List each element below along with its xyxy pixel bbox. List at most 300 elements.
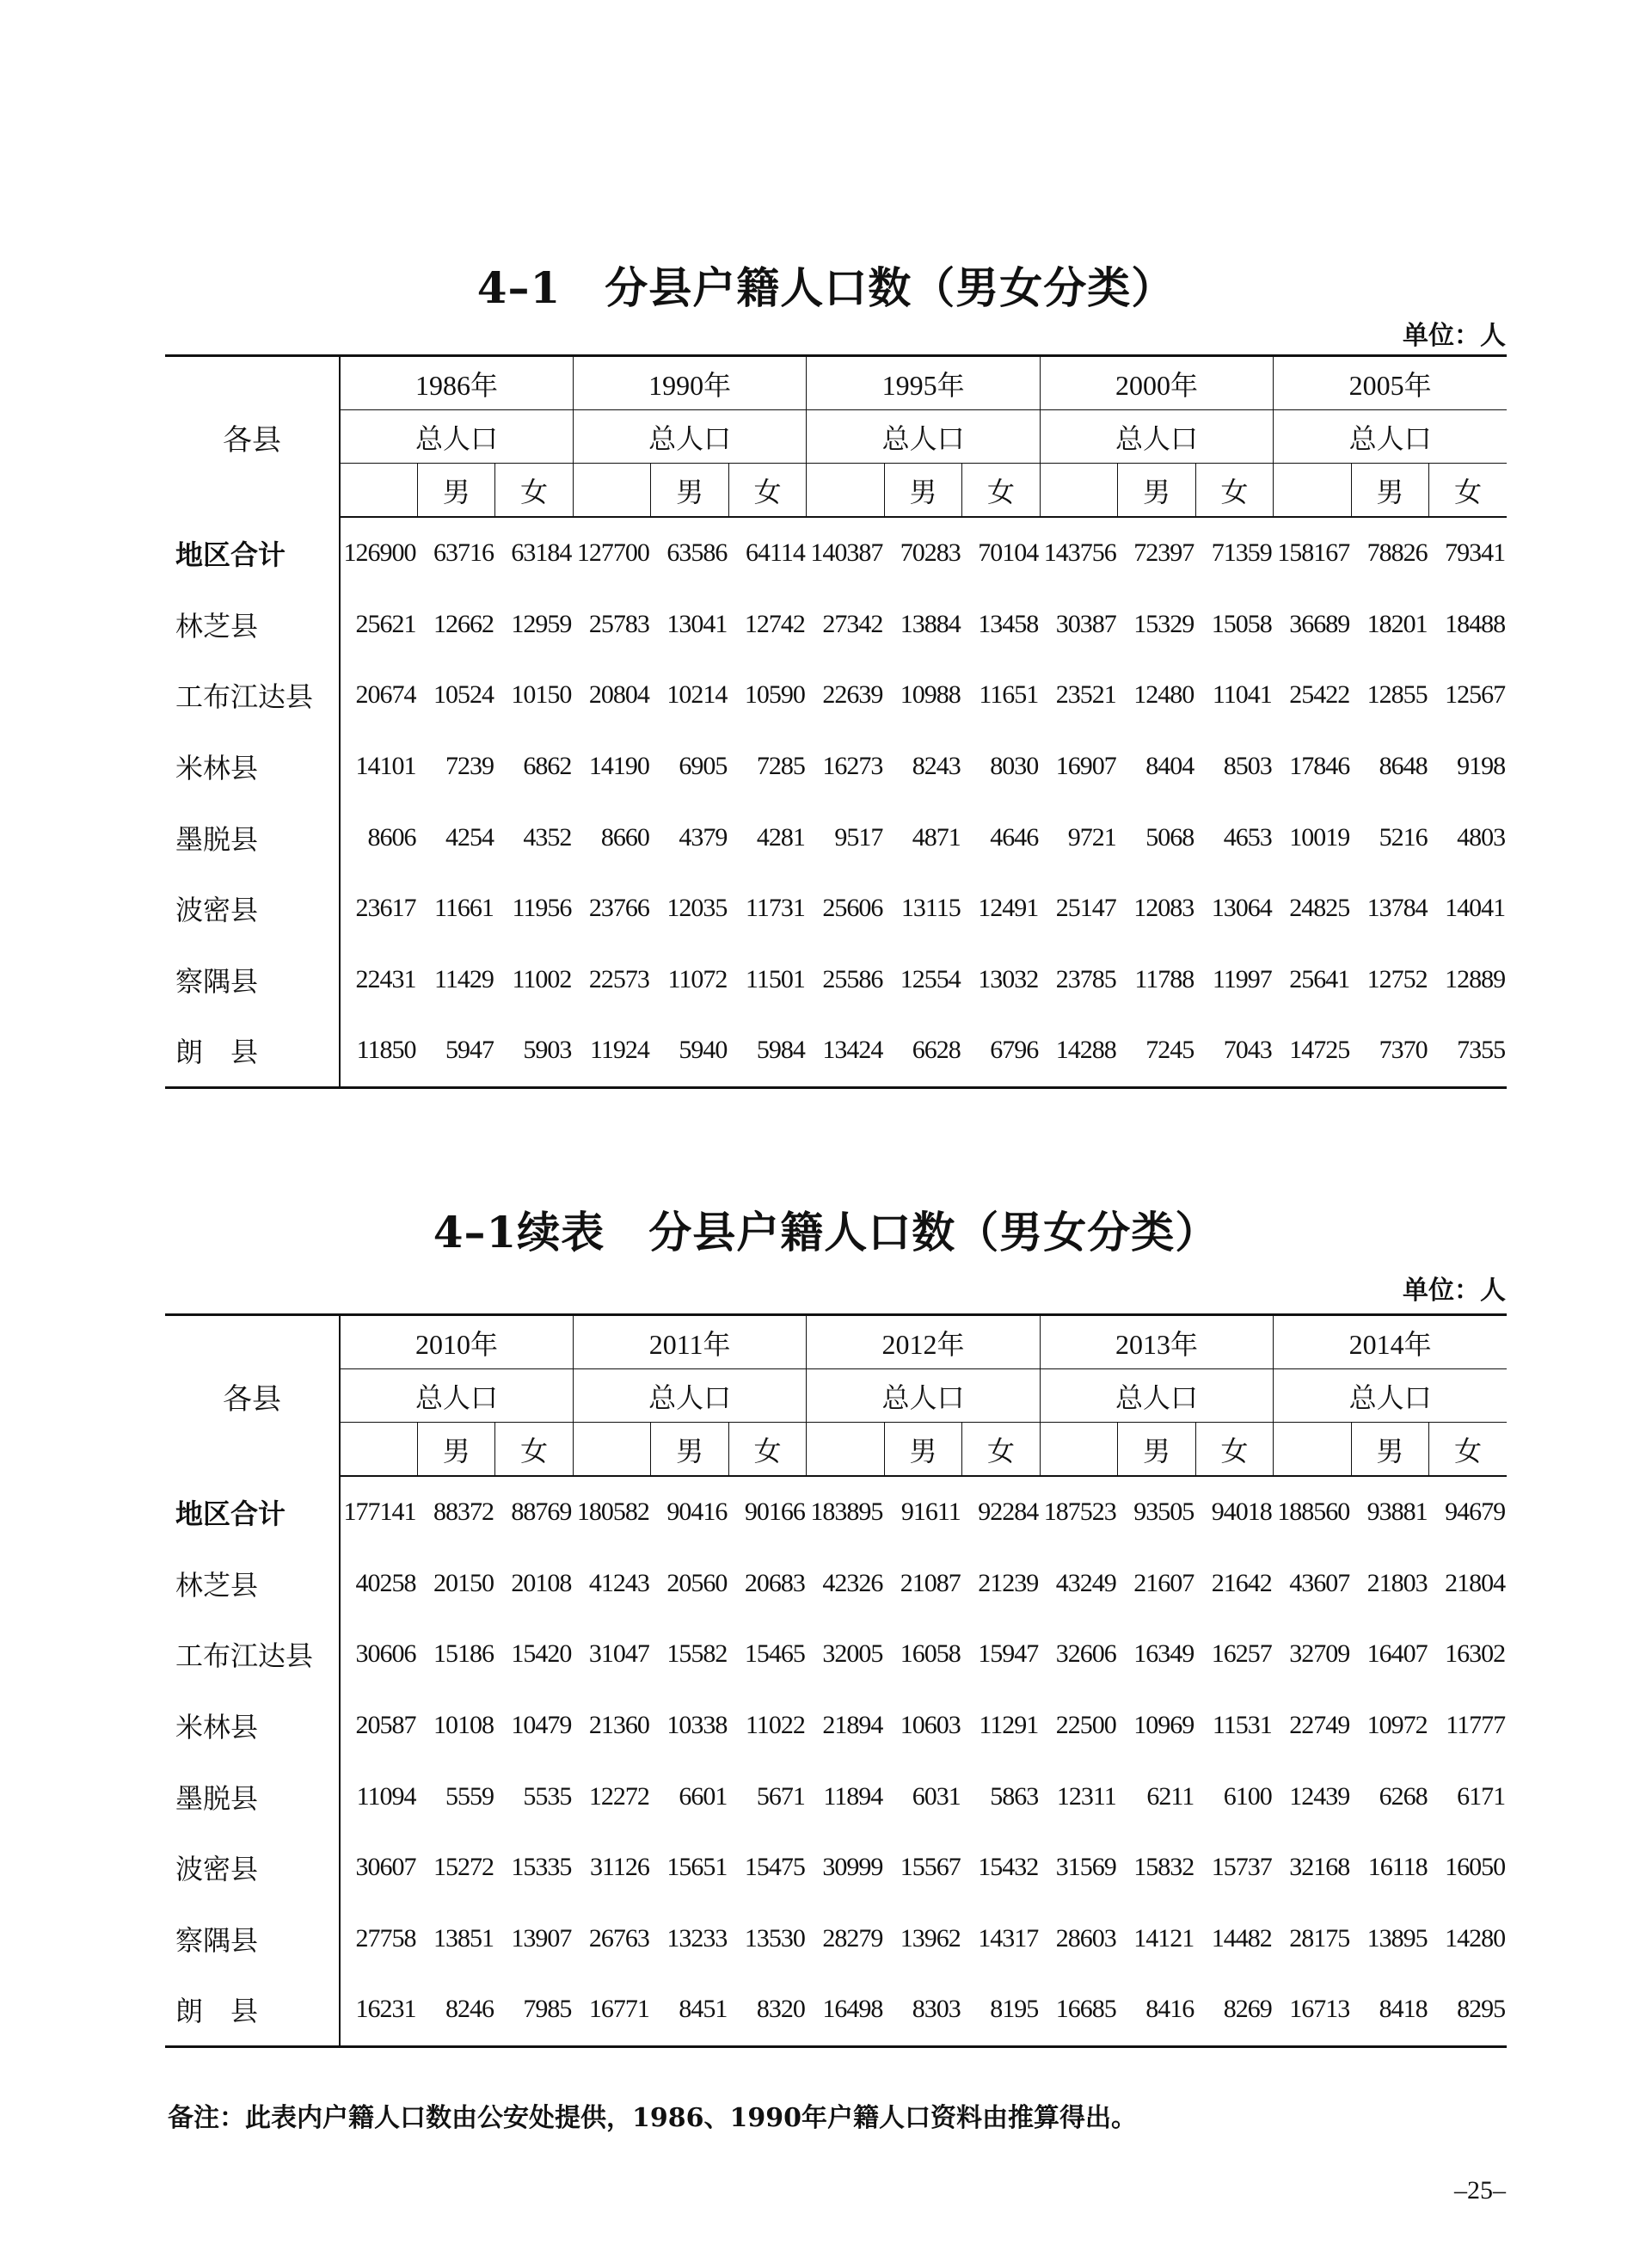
spacer-cell [573,1423,650,1477]
total-population-header: 总人口 [1274,1369,1507,1423]
population-cell: 5903 [495,1015,573,1087]
population-cell: 6862 [523,752,572,781]
population-cell: 16498 [807,1974,884,2046]
county-name: 林芝县 [165,1548,340,1620]
table-2-unit: 单位：人 [1403,1276,1506,1306]
population-cell: 11924 [573,1015,650,1087]
female-header: 女 [1429,464,1507,518]
population-cell: 8295 [1429,1974,1507,2046]
population-cell: 23785 [1055,964,1116,993]
population-cell: 13115 [900,894,961,923]
female-header: 女 [1195,1423,1274,1477]
population-cell: 15420 [511,1639,572,1669]
population-cell: 8030 [990,752,1039,781]
population-cell: 40258 [355,1568,416,1597]
population-cell: 10150 [511,680,572,710]
county-name: 工布江达县 [165,1619,340,1690]
population-cell: 4352 [523,822,572,852]
table-row [165,589,1507,661]
male-header: 男 [417,1423,494,1477]
male-header: 男 [1118,1423,1195,1477]
population-cell: 8503 [1223,752,1272,781]
population-cell: 10603 [900,1711,961,1740]
year-header: 2011年 [573,1315,806,1369]
population-cell: 12311 [1056,1781,1116,1811]
population-cell: 15737 [1211,1853,1272,1882]
population-cell: 25422 [1289,680,1350,710]
population-cell: 6628 [884,1015,961,1087]
population-cell: 11731 [745,894,805,923]
population-cell: 4646 [990,822,1039,852]
spacer-cell [1040,464,1117,518]
population-cell: 10988 [900,680,961,710]
table-1-unit: 单位：人 [1403,321,1506,351]
population-cell: 32005 [822,1639,883,1669]
population-cell: 22749 [1289,1711,1350,1740]
population-cell: 14101 [355,752,416,781]
population-cell: 32709 [1289,1639,1350,1669]
spacer-cell [573,464,650,518]
population-cell: 143756 [1043,538,1116,568]
population-cell: 11850 [340,1015,417,1087]
population-cell: 9517 [834,822,883,852]
population-cell: 25783 [588,609,649,638]
population-cell: 11531 [1212,1711,1272,1740]
population-cell: 12889 [1445,964,1506,993]
population-cell: 70104 [978,538,1039,568]
table-1 [165,354,1507,1089]
year-header: 2014年 [1274,1315,1507,1369]
population-cell: 12662 [433,609,494,638]
population-cell: 18488 [1445,609,1506,638]
population-cell: 6211 [1146,1781,1194,1811]
population-cell: 41243 [588,1568,649,1597]
population-cell: 7285 [756,752,805,781]
table-row [165,1619,1507,1690]
population-cell: 16685 [1040,1974,1117,2046]
table-row [165,1761,1507,1832]
population-cell: 6100 [1223,1781,1272,1811]
population-cell: 5559 [445,1781,494,1811]
population-cell: 32606 [1055,1639,1116,1669]
male-header: 男 [1351,464,1428,518]
population-cell: 64114 [745,538,805,568]
population-cell: 21803 [1366,1568,1428,1597]
population-cell: 11894 [823,1781,883,1811]
population-cell: 93881 [1366,1497,1428,1527]
population-cell: 28279 [822,1923,883,1953]
population-cell: 15465 [744,1639,805,1669]
population-cell: 15582 [666,1639,728,1669]
population-cell: 8404 [1145,752,1194,781]
population-cell: 71359 [1211,538,1272,568]
population-cell: 11094 [356,1781,416,1811]
county-name: 地区合计 [165,1476,340,1548]
population-cell: 177141 [343,1497,416,1527]
table-row [165,1690,1507,1762]
population-cell: 13458 [978,609,1039,638]
population-cell: 5863 [990,1781,1039,1811]
table-row [165,660,1507,731]
population-cell: 22573 [588,964,649,993]
male-header: 男 [1118,464,1195,518]
county-name: 波密县 [165,1832,340,1903]
spacer-cell [1040,1423,1117,1477]
population-cell: 8303 [884,1974,961,2046]
population-cell: 12035 [666,894,728,923]
population-cell: 78826 [1366,538,1428,568]
male-header: 男 [1351,1423,1428,1477]
population-cell: 23617 [355,894,416,923]
population-cell: 36689 [1289,609,1350,638]
population-cell: 4379 [679,822,728,852]
population-cell: 5216 [1379,822,1428,852]
county-name: 林芝县 [165,589,340,661]
population-cell: 24825 [1289,894,1350,923]
population-cell: 13424 [807,1015,884,1087]
population-cell: 16273 [822,752,883,781]
female-header: 女 [1429,1423,1507,1477]
population-cell: 92284 [978,1497,1039,1527]
population-cell: 21894 [822,1711,883,1740]
male-header: 男 [884,1423,961,1477]
total-population-header: 总人口 [340,1369,573,1423]
population-cell: 30606 [355,1639,416,1669]
population-cell: 16349 [1133,1639,1194,1669]
population-cell: 43607 [1289,1568,1350,1597]
population-cell: 21804 [1445,1568,1506,1597]
population-cell: 8660 [600,822,649,852]
population-cell: 14041 [1445,894,1506,923]
total-population-header: 总人口 [807,410,1040,464]
county-name: 米林县 [165,1690,340,1762]
population-cell: 6796 [962,1015,1041,1087]
population-cell: 12855 [1366,680,1428,710]
county-header: 各县 [165,356,340,518]
population-cell: 94679 [1445,1497,1506,1527]
population-cell: 28175 [1289,1923,1350,1953]
population-cell: 14288 [1040,1015,1117,1087]
population-cell: 5671 [756,1781,805,1811]
population-cell: 25621 [355,609,416,638]
population-cell: 13907 [511,1923,572,1953]
population-cell: 31569 [1055,1853,1116,1882]
population-cell: 12959 [511,609,572,638]
population-cell: 5940 [651,1015,728,1087]
population-cell: 6031 [912,1781,961,1811]
population-cell: 11429 [434,964,494,993]
population-cell: 25147 [1055,894,1116,923]
population-cell: 10214 [666,680,728,710]
population-cell: 94018 [1211,1497,1272,1527]
population-cell: 8451 [651,1974,728,2046]
population-cell: 12567 [1445,680,1506,710]
population-cell: 31126 [590,1853,649,1882]
total-population-header: 总人口 [1040,1369,1273,1423]
population-cell: 20150 [433,1568,494,1597]
population-cell: 4653 [1223,822,1272,852]
population-cell: 8320 [728,1974,806,2046]
year-header: 1990年 [573,356,806,410]
table-2 [165,1313,1507,2048]
population-cell: 21239 [978,1568,1039,1597]
total-population-header: 总人口 [807,1369,1040,1423]
table-2-title: 4–1续表 分县户籍人口数（男女分类） [433,1207,1219,1258]
population-cell: 13530 [744,1923,805,1953]
county-name: 米林县 [165,731,340,803]
population-cell: 7239 [445,752,494,781]
female-header: 女 [728,464,807,518]
population-cell: 21360 [588,1711,649,1740]
population-cell: 88372 [433,1497,494,1527]
population-cell: 4254 [445,822,494,852]
table-1-body [165,517,1507,1087]
population-cell: 20560 [666,1568,728,1597]
population-cell: 42326 [822,1568,883,1597]
year-header: 2000年 [1040,356,1273,410]
male-header: 男 [884,464,961,518]
table-row [165,1015,1507,1087]
population-cell: 8418 [1351,1974,1428,2046]
footnote: 备注：此表内户籍人口数由公安处提供，1986、1990年户籍人口资料由推算得出。 [168,2103,1137,2133]
population-cell: 13041 [666,609,728,638]
population-cell: 9721 [1067,822,1116,852]
population-cell: 10524 [433,680,494,710]
county-name: 朗 县 [165,1974,340,2046]
population-cell: 20674 [355,680,416,710]
population-cell: 63586 [666,538,728,568]
spacer-cell [807,464,884,518]
population-cell: 12554 [900,964,961,993]
population-cell: 187523 [1043,1497,1116,1527]
population-cell: 12742 [744,609,805,638]
population-cell: 16058 [900,1639,961,1669]
population-cell: 30999 [822,1853,883,1882]
population-cell: 14190 [588,752,649,781]
population-cell: 11072 [667,964,728,993]
population-cell: 15329 [1133,609,1194,638]
population-cell: 16713 [1274,1974,1351,2046]
table-row [165,802,1507,873]
population-cell: 12439 [1289,1781,1350,1811]
spacer-cell [1274,464,1351,518]
population-cell: 11041 [1212,680,1272,710]
population-cell: 16407 [1366,1639,1428,1669]
population-cell: 180582 [576,1497,649,1527]
population-cell: 23521 [1055,680,1116,710]
population-cell: 11002 [512,964,572,993]
population-cell: 15947 [978,1639,1039,1669]
female-header: 女 [1195,464,1274,518]
population-cell: 43249 [1055,1568,1116,1597]
population-cell: 18201 [1366,609,1428,638]
population-cell: 15651 [666,1853,728,1882]
male-header: 男 [651,1423,728,1477]
population-cell: 11661 [434,894,494,923]
female-header: 女 [495,464,573,518]
population-cell: 158167 [1277,538,1350,568]
county-name: 工布江达县 [165,660,340,731]
population-cell: 4871 [912,822,961,852]
female-header: 女 [962,1423,1041,1477]
population-cell: 8416 [1118,1974,1195,2046]
population-cell: 13064 [1211,894,1272,923]
spacer-cell [1274,1423,1351,1477]
population-cell: 14317 [978,1923,1039,1953]
population-cell: 10019 [1289,822,1350,852]
table-row [165,944,1507,1016]
year-header: 1995年 [807,356,1040,410]
spacer-cell [807,1423,884,1477]
population-cell: 90416 [666,1497,728,1527]
table-row [165,731,1507,803]
county-name: 墨脱县 [165,1761,340,1832]
population-cell: 27758 [355,1923,416,1953]
population-cell: 140387 [810,538,883,568]
population-cell: 13884 [900,609,961,638]
year-header: 2013年 [1040,1315,1273,1369]
population-cell: 13851 [433,1923,494,1953]
population-cell: 10972 [1366,1711,1428,1740]
population-cell: 12083 [1133,894,1194,923]
population-cell: 5984 [728,1015,807,1087]
population-cell: 20804 [588,680,649,710]
population-cell: 23766 [588,894,649,923]
population-cell: 88769 [511,1497,572,1527]
population-cell: 31047 [588,1639,649,1669]
female-header: 女 [728,1423,806,1477]
population-cell: 6171 [1457,1781,1506,1811]
population-cell: 11651 [979,680,1039,710]
population-cell: 15567 [900,1853,961,1882]
population-cell: 91611 [900,1497,961,1527]
population-cell: 8269 [1195,1974,1274,2046]
population-cell: 15335 [511,1853,572,1882]
population-cell: 11788 [1134,964,1194,993]
population-cell: 13962 [900,1923,961,1953]
page-number: –25– [1454,2176,1506,2205]
population-cell: 28603 [1055,1923,1116,1953]
year-header: 2010年 [340,1315,573,1369]
table-row [165,1903,1507,1975]
population-cell: 11291 [979,1711,1039,1740]
population-cell: 26763 [588,1923,649,1953]
total-population-header: 总人口 [573,1369,806,1423]
population-cell: 4803 [1457,822,1506,852]
population-cell: 15432 [978,1853,1039,1882]
population-cell: 12480 [1133,680,1194,710]
table-row [165,1476,1507,1548]
population-cell: 11501 [745,964,805,993]
population-cell: 17846 [1289,752,1350,781]
population-cell: 10108 [433,1711,494,1740]
population-cell: 7355 [1429,1015,1507,1087]
population-cell: 15272 [433,1853,494,1882]
population-cell: 30387 [1055,609,1116,638]
year-header: 2012年 [807,1315,1040,1369]
population-cell: 14725 [1274,1015,1351,1087]
population-cell: 6601 [679,1781,728,1811]
population-cell: 30607 [355,1853,416,1882]
population-cell: 12272 [588,1781,649,1811]
table-row [165,1974,1507,2046]
population-cell: 16257 [1211,1639,1272,1669]
table-1-title: 4–1 分县户籍人口数（男女分类） [476,262,1176,313]
population-cell: 11022 [745,1711,805,1740]
male-header: 男 [417,464,494,518]
county-name: 墨脱县 [165,802,340,873]
population-cell: 8648 [1379,752,1428,781]
population-cell: 27342 [822,609,883,638]
population-cell: 22431 [355,964,416,993]
population-cell: 9198 [1457,752,1506,781]
population-cell: 14280 [1445,1923,1506,1953]
table-row [165,1548,1507,1620]
population-cell: 10479 [511,1711,572,1740]
female-header: 女 [962,464,1041,518]
population-cell: 15475 [744,1853,805,1882]
spacer-cell [340,1423,417,1477]
year-header: 1986年 [340,356,573,410]
population-cell: 188560 [1277,1497,1350,1527]
population-cell: 13784 [1366,894,1428,923]
county-name: 察隅县 [165,1903,340,1975]
population-cell: 5947 [417,1015,494,1087]
population-cell: 70283 [900,538,961,568]
population-cell: 79341 [1445,538,1506,568]
year-header: 2005年 [1274,356,1507,410]
population-cell: 14121 [1133,1923,1194,1953]
population-cell: 90166 [744,1497,805,1527]
county-name: 朗 县 [165,1015,340,1087]
total-population-header: 总人口 [340,410,573,464]
population-cell: 72397 [1133,538,1194,568]
population-cell: 16907 [1055,752,1116,781]
spacer-cell [340,464,417,518]
population-cell: 11956 [512,894,572,923]
population-cell: 25641 [1289,964,1350,993]
population-cell: 11777 [1446,1711,1506,1740]
population-cell: 7370 [1351,1015,1428,1087]
total-population-header: 总人口 [1274,410,1507,464]
total-population-header: 总人口 [1040,410,1273,464]
population-cell: 10969 [1133,1711,1194,1740]
population-cell: 10338 [666,1711,728,1740]
population-cell: 20108 [511,1568,572,1597]
population-cell: 8606 [367,822,416,852]
population-cell: 25586 [822,964,883,993]
population-cell: 16771 [573,1974,650,2046]
population-cell: 93505 [1133,1497,1194,1527]
population-cell: 10590 [744,680,805,710]
population-cell: 22500 [1055,1711,1116,1740]
population-cell: 15832 [1133,1853,1194,1882]
population-cell: 16118 [1367,1853,1428,1882]
county-name: 察隅县 [165,944,340,1016]
population-cell: 25606 [822,894,883,923]
population-cell: 12752 [1366,964,1428,993]
population-cell: 20683 [744,1568,805,1597]
table-2-body [165,1476,1507,2046]
population-cell: 7245 [1118,1015,1195,1087]
population-cell: 7043 [1195,1015,1274,1087]
population-cell: 15058 [1211,609,1272,638]
population-cell: 12491 [978,894,1039,923]
population-cell: 13895 [1366,1923,1428,1953]
population-cell: 13233 [666,1923,728,1953]
population-cell: 5535 [523,1781,572,1811]
table-row [165,517,1507,589]
